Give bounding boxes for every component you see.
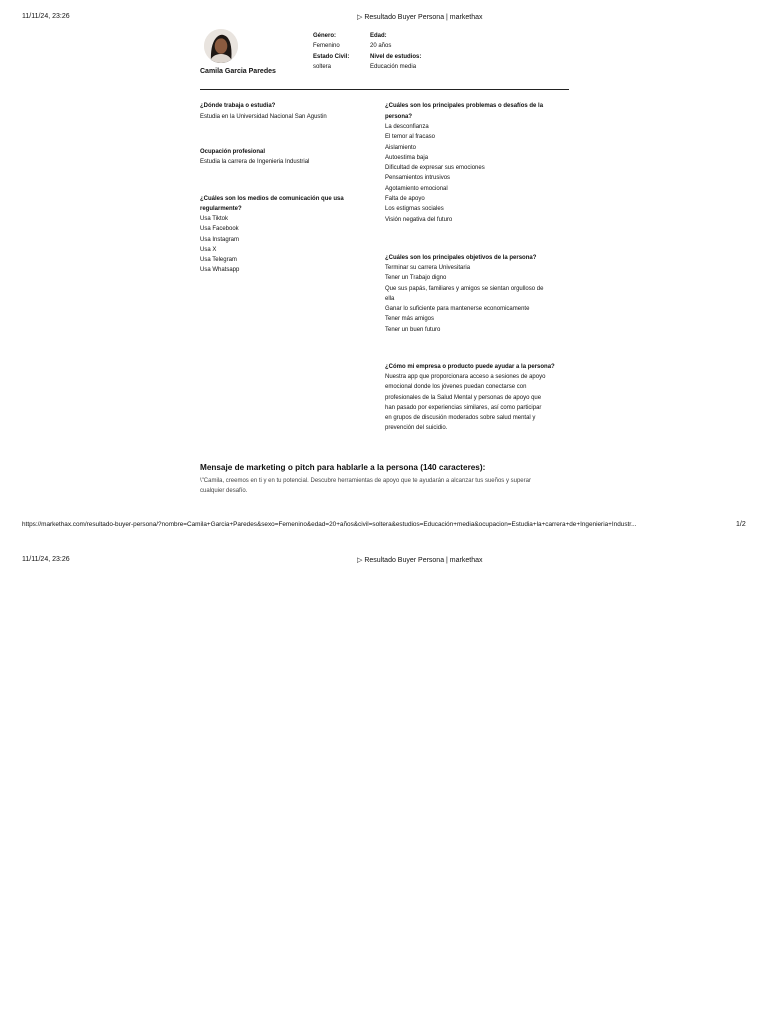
paragraph-line: prevención del suicidio. — [385, 425, 448, 432]
paragraph-line: profesionales de la Salud Mental y personas de apoyo que — [385, 394, 542, 401]
page-number: 1/2 — [736, 521, 746, 528]
problems-list — [385, 122, 485, 225]
age-value: 20 años — [370, 43, 392, 49]
civil-status-label: Estado Civil: — [313, 54, 350, 60]
problems-question: ¿Cuáles son los principales problemas o desafíos de la — [385, 103, 544, 109]
list-item: Usa Whatsapp — [200, 267, 240, 274]
list-item: Usa Instagram — [200, 236, 240, 243]
list-item: Agotamiento emocional — [385, 185, 448, 192]
paragraph-line: han pasado por experiencias similares, así como participar — [385, 404, 542, 411]
list-item: Usa Telegram — [200, 257, 237, 264]
print-page-title-page2: ▷ Resultado Buyer Persona | markethax — [357, 557, 483, 564]
list-item: Que sus papás, familiares y amigos se sientan orgulloso de — [385, 285, 544, 292]
paragraph-line: Nuestra app que proporcionara acceso a sesiones de apoyo — [385, 374, 546, 380]
list-item: Falta de apoyo — [385, 196, 425, 203]
help-answer — [385, 372, 545, 434]
avatar-photo-icon — [204, 29, 238, 63]
paragraph-line: cualquier desafío. — [200, 488, 248, 495]
pitch-heading: Mensaje de marketing o pitch para hablarle a la persona (140 caracteres): — [200, 463, 486, 472]
list-item: Tener un Trabajo digno — [385, 275, 447, 282]
occupation-question: Ocupación profesional — [200, 149, 266, 155]
age-label: Edad: — [370, 33, 387, 39]
list-item: Terminar su carrera Univesitaria — [385, 265, 471, 271]
pitch-text — [200, 476, 531, 497]
work-answer: Estudia en la Universidad Nacional San Agustin — [200, 114, 327, 120]
print-timestamp-page2: 11/11/24, 23:26 — [22, 556, 70, 563]
list-item: Usa Facebook — [200, 226, 239, 233]
print-footer-url: https://markethax.com/resultado-buyer-persona/?nombre=Camila+Garcia+Paredes&sexo=Femenino&edad=20+años&civil=soltera&estudios=Educación+media&ocupacion=Estudia+la+carrera+de+Ingenieria+Industr... — [22, 521, 637, 528]
list-item: Pensamientos intrusivos — [385, 175, 451, 182]
work-question: ¿Dónde trabaja o estudia? — [200, 103, 276, 109]
goals-question: ¿Cuáles son los principales objetivos de la persona? — [385, 255, 537, 261]
occupation-answer: Estudia la carrera de Ingenieria Industrial — [200, 159, 310, 165]
gender-value: Femenino — [313, 43, 340, 49]
print-timestamp: 11/11/24, 23:26 — [22, 13, 70, 20]
media-list — [200, 214, 239, 276]
media-question: ¿Cuáles son los medios de comunicación que usa — [200, 196, 344, 202]
list-item: Autoestima baja — [385, 154, 429, 161]
list-item: Visión negativa del futuro — [385, 216, 453, 223]
goals-list — [385, 263, 543, 335]
section-divider — [200, 89, 569, 90]
avatar — [204, 29, 238, 63]
gender-label: Género: — [313, 33, 337, 39]
civil-status-value: soltera — [313, 64, 332, 70]
list-item: Aislamiento — [385, 144, 417, 151]
paragraph-line: emocional donde los jóvenes puedan conectarse con — [385, 384, 527, 391]
persona-name: Camila Garcia Paredes — [200, 68, 276, 75]
list-item: Tener un buen futuro — [385, 326, 441, 333]
list-item: Usa X — [200, 246, 217, 253]
list-item: Dificultad de expresar sus emociones — [385, 165, 485, 172]
problems-question-cont: persona? — [385, 114, 413, 120]
list-item: Ganar lo suficiente para mantenerse economicamente — [385, 306, 530, 313]
education-value: Educación media — [370, 64, 417, 70]
list-item: La desconfianza — [385, 124, 429, 130]
print-page-title: ▷ Resultado Buyer Persona | markethax — [357, 14, 483, 21]
list-item: Usa Tiktok — [200, 216, 229, 222]
help-question: ¿Cómo mi empresa o producto puede ayudar a la persona? — [385, 364, 555, 370]
media-question-cont: regularmente? — [200, 206, 242, 212]
list-item: Tener más amigos — [385, 316, 435, 323]
education-label: Nivel de estudios: — [370, 54, 422, 60]
list-item: Los estigmas sociales — [385, 206, 444, 213]
paragraph-line: \"Camila, creemos en ti y en tu potencial. Descubre herramientas de apoyo que te ayudarán a alcanzar tus sueños y superar — [200, 478, 531, 484]
list-item: El temor al fracaso — [385, 134, 436, 141]
paragraph-line: en grupos de discusión moderados sobre salud mental y — [385, 415, 536, 422]
list-item: ella — [385, 295, 395, 302]
